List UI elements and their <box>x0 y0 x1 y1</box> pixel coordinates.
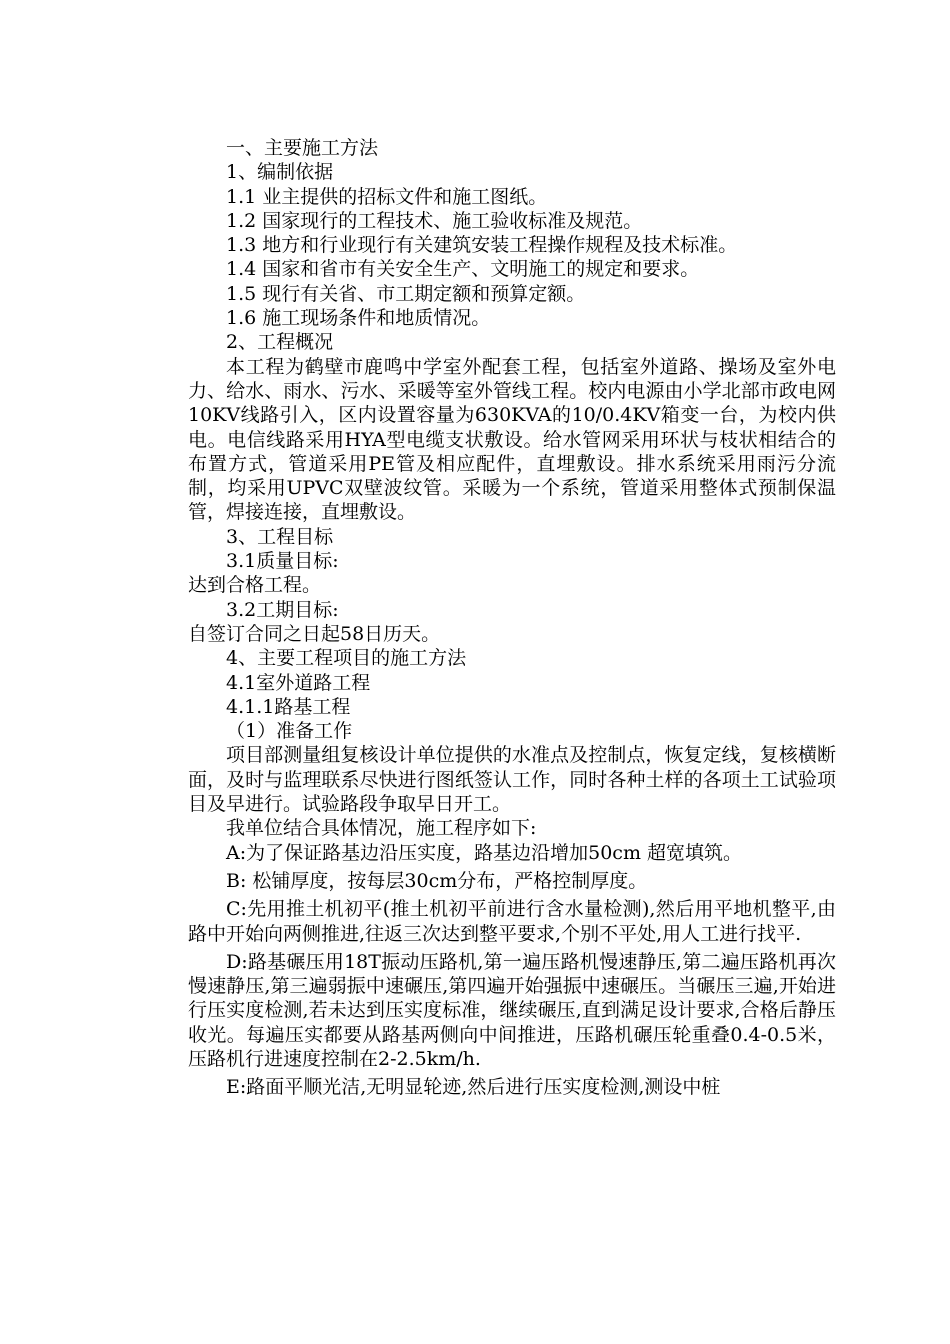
heading-goals: 3、工程目标 <box>226 525 334 548</box>
step-b: B: 松铺厚度，按每层30cm分布，严格控制厚度。 <box>226 869 648 892</box>
list-item-basis-4: 1.4 国家和省市有关安全生产、文明施工的规定和要求。 <box>226 258 700 281</box>
heading-main-methods: 一、主要施工方法 <box>226 137 379 159</box>
text-schedule-goal: 自签订合同之日起58日历天。 <box>188 622 441 645</box>
step-c: C:先用推土机初平(推土机初平前进行含水量检测),然后用平地机整平,由路中开始向两侧推进,往返三次达到整平要求,个别不平处,用人工进行找平. <box>188 898 836 945</box>
text-quality-goal: 达到合格工程。 <box>188 574 322 597</box>
paragraph-survey: 项目部测量组复核设计单位提供的水准点及控制点，恢复定线，复核横断面，及时与监理联系尽快进行图纸签认工作，同时各种土样的各项土工试验项目及早进行。试验路段争取早日开工。 <box>188 744 836 816</box>
subheading-quality-goal: 3.1质量目标: <box>226 550 339 573</box>
list-item-basis-1: 1.1 业主提供的招标文件和施工图纸。 <box>226 185 548 208</box>
list-item-basis-5: 1.5 现行有关省、市工期定额和预算定额。 <box>226 282 586 305</box>
heading-overview: 2、工程概况 <box>226 331 334 354</box>
step-d: D:路基碾压用18T振动压路机,第一遍压路机慢速静压,第二遍压路机再次慢速静压,第三遍弱振中速碾压,第四遍开始强振中速碾压。当碾压三遍,开始进行压实度检测,若未达到压实度标准，继续碾压,直到满足设计要求,合格后静压收光。每遍压实都要从路基两侧向中间推进，压路机碾压轮重叠0.4-0.5米，压路机行进速度控制在2-2.5km/h. <box>188 950 836 1070</box>
step-a: A:为了保证路基边沿压实度，路基边沿增加50cm 超宽填筑。 <box>226 841 742 864</box>
subheading-road-works: 4.1室外道路工程 <box>226 671 371 694</box>
list-item-basis-3: 1.3 地方和行业现行有关建筑安装工程操作规程及技术标准。 <box>226 234 738 257</box>
subheading-preparation: （1）准备工作 <box>226 720 353 743</box>
paragraph-procedure-intro: 我单位结合具体情况，施工程序如下: <box>226 817 537 840</box>
paragraph-overview: 本工程为鹤壁市鹿鸣中学室外配套工程，包括室外道路、操场及室外电力、给水、雨水、污水、采暖等室外管线工程。校内电源由小学北部市政电网10KV线路引入，区内设置容量为630KVA的10/0.4KV箱变一台，为校内供电。电信线路采用HYA型电缆支状敷设。给水管网采用环状与枝状相结合的布置方式，管道采用PE管及相应配件，直埋敷设。排水系统采用雨污分流制，均采用UPVC双壁波纹管。采暖为一个系统，管道采用整体式预制保温管，焊接连接，直埋敷设。 <box>188 355 836 524</box>
subheading-subgrade: 4.1.1路基工程 <box>226 695 351 718</box>
list-item-basis-2: 1.2 国家现行的工程技术、施工验收标准及规范。 <box>226 209 643 232</box>
list-item-basis-6: 1.6 施工现场条件和地质情况。 <box>226 307 491 330</box>
subheading-schedule-goal: 3.2工期目标: <box>226 598 339 621</box>
step-e: E:路面平顺光洁,无明显轮迹,然后进行压实度检测,测设中桩 <box>226 1076 721 1099</box>
document-body <box>188 136 836 1100</box>
heading-methods: 4、主要工程项目的施工方法 <box>226 647 467 670</box>
heading-basis: 1、编制依据 <box>226 161 334 184</box>
